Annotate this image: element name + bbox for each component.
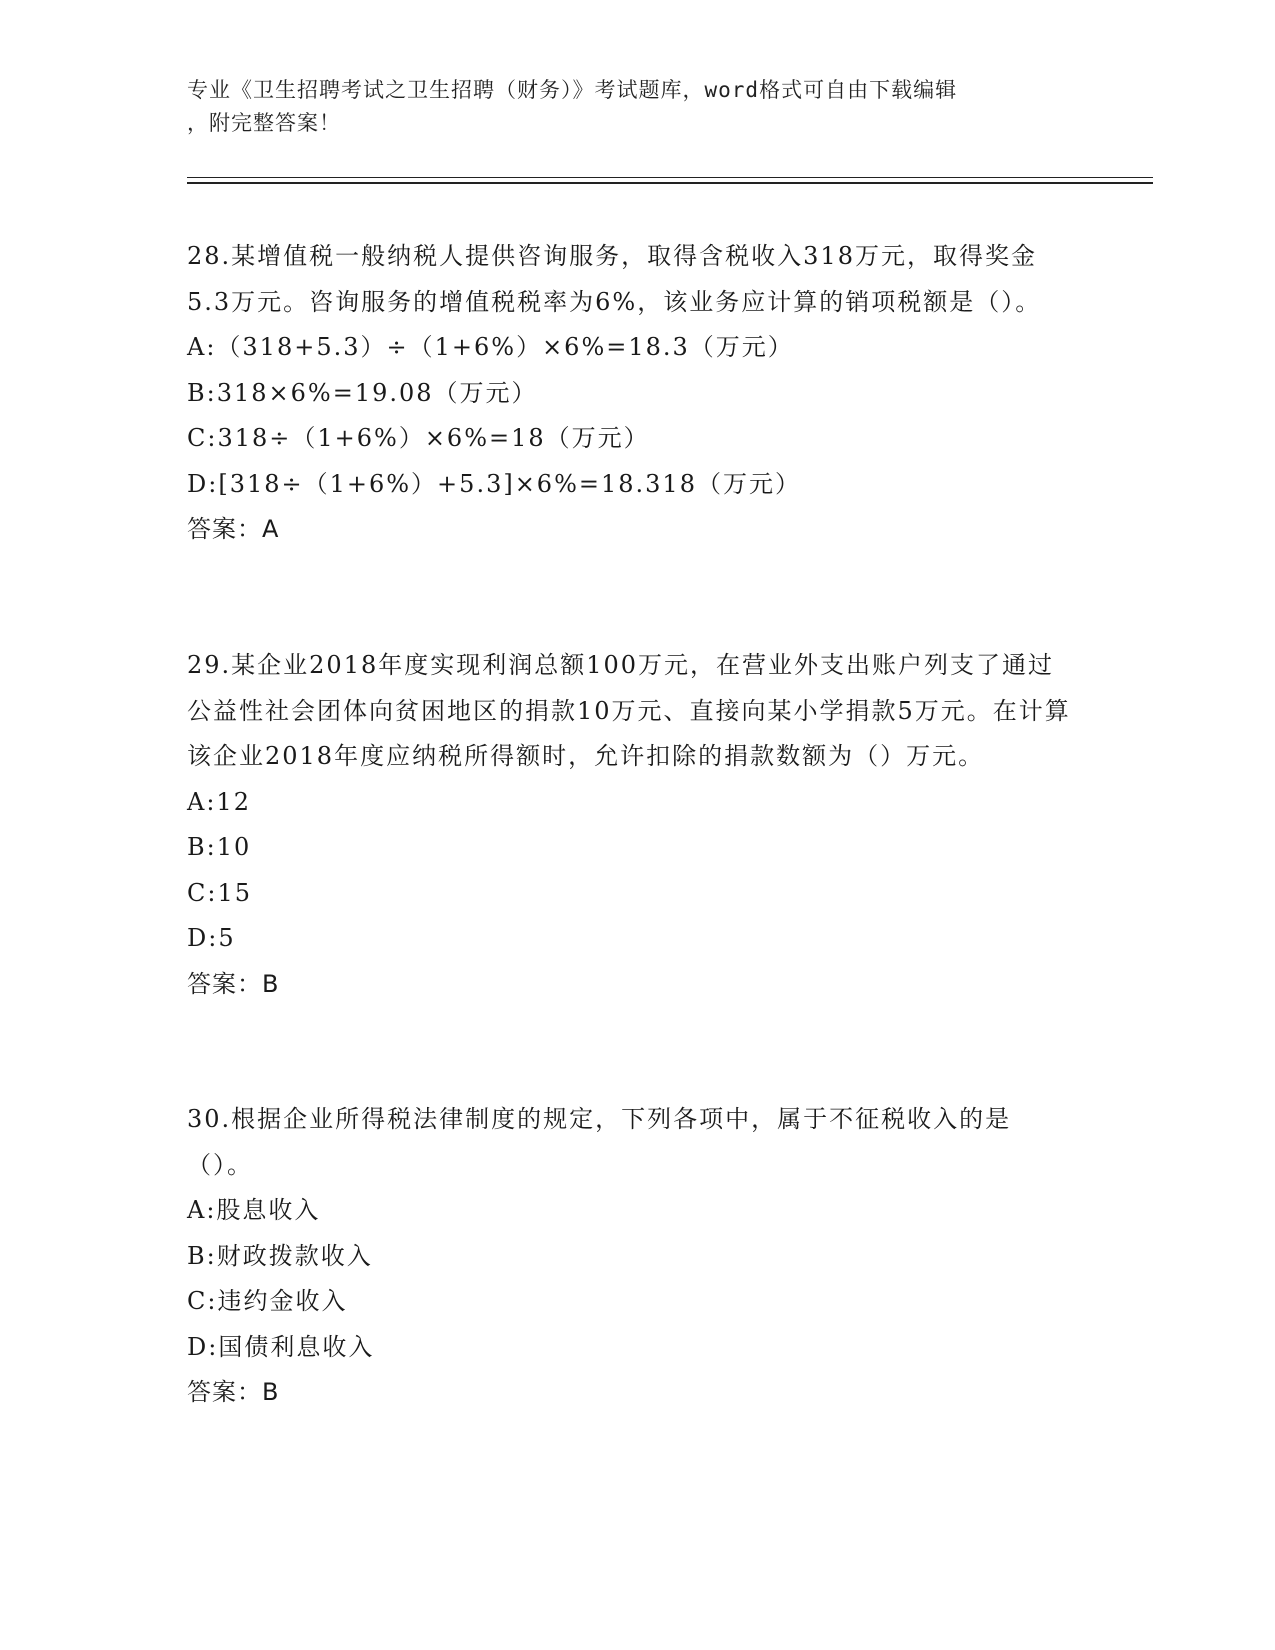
question-stem: 30.根据企业所得税法律制度的规定，下列各项中，属于不征税收入的是（）。: [187, 1105, 1012, 1179]
answer-label: 答案：B: [187, 969, 280, 998]
header-line-2: ，附完整答案！: [187, 111, 341, 135]
option-d: D:国债利息收入: [187, 1332, 375, 1361]
option-c: C:15: [187, 878, 252, 907]
option-d: D:5: [187, 924, 236, 952]
option-b: B:10: [187, 833, 252, 861]
option-d: D:[318÷（1+6%）+5.3]×6%=18.318（万元）: [187, 469, 801, 498]
question-stem: 29.某企业2018年度实现利润总额100万元，在营业外支出账户列支了通过公益性社会团体向贫困地区的捐款10万元、直接向某小学捐款5万元。在计算该企业2018年度应纳税所得额时，允许扣除的捐款数额为（）万元。: [187, 651, 1071, 770]
option-b: B:财政拨款收入: [187, 1241, 373, 1270]
header-line-1: 专业《卫生招聘考试之卫生招聘（财务）》考试题库，word格式可自由下载编辑: [187, 78, 958, 102]
question-28: [187, 234, 1077, 553]
question-30: [187, 1097, 1077, 1416]
option-c: C:违约金收入: [187, 1287, 348, 1315]
option-a: A:（318+5.3）÷（1+6%）×6%=18.3（万元）: [187, 333, 794, 361]
header-divider-thin: [187, 177, 1153, 178]
answer-label: 答案：A: [187, 515, 280, 543]
question-stem: 28.某增值税一般纳税人提供咨询服务，取得含税收入318万元，取得奖金5.3万元。咨询服务的增值税税率为6%，该业务应计算的销项税额是（）。: [187, 242, 1042, 316]
option-b: B:318×6%=19.08（万元）: [187, 378, 538, 407]
option-a: A:股息收入: [187, 1196, 321, 1224]
document-header: [187, 74, 1067, 140]
header-divider-thick: [187, 182, 1153, 184]
question-29: [187, 643, 1077, 1007]
option-a: A:12: [187, 787, 251, 816]
answer-label: 答案：B: [187, 1378, 280, 1406]
option-c: C:318÷（1+6%）×6%=18（万元）: [187, 424, 650, 452]
